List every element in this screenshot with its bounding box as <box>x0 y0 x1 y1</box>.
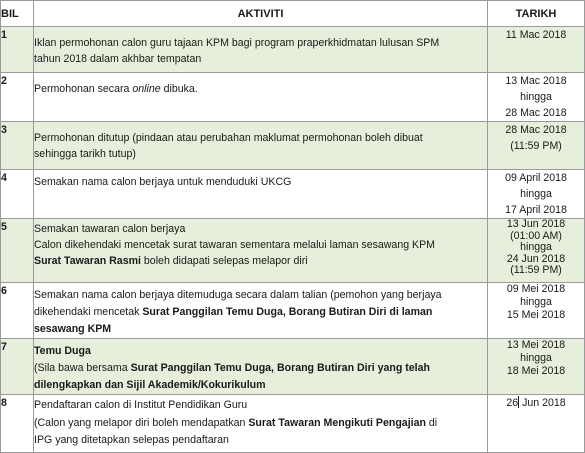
activity-text: Iklan permohonan calon guru tajaan KPM bagi program praperkhidmatan lulusan SPM <box>34 37 440 49</box>
activity-text-bold: Surat Panggilan Temu Duga, Borang Butiran Diri di laman <box>142 306 433 318</box>
date-cell <box>488 395 585 453</box>
date-cell <box>488 170 585 219</box>
activity-text: Calon dikehendaki mencetak surat tawaran sementara melalui laman sesawang KPM <box>34 239 436 251</box>
row-number: 1 <box>1 27 34 73</box>
row-number: 7 <box>1 339 34 395</box>
date-text: 13 Mei 2018 <box>506 339 566 351</box>
date-cell <box>488 219 585 283</box>
date-day: 26 <box>506 397 519 409</box>
row-number: 2 <box>1 73 34 122</box>
date-text: hingga <box>520 352 552 364</box>
table-row <box>1 283 585 339</box>
activity-cell <box>34 27 488 73</box>
date-text: hingga <box>520 91 552 103</box>
date-text: 09 April 2018 <box>505 172 567 184</box>
activity-text-bold: Surat Tawaran Rasmi <box>34 255 141 267</box>
date-text: 11 Mac 2018 <box>505 29 567 41</box>
row-number: 8 <box>1 395 34 453</box>
table-row <box>1 219 585 283</box>
date-text: hingga <box>520 188 552 200</box>
date-text: (11:59 PM) <box>510 140 562 152</box>
activity-text: Permohonan ditutup (pindaan atau perubahan maklumat permohonan boleh dibuat <box>34 132 423 144</box>
table-row <box>1 27 585 73</box>
activity-text-part: (Sila bawa bersama <box>34 362 131 374</box>
activity-text: Semakan nama calon berjaya ditemuduga secara dalam talian (pemohon yang berjaya <box>34 289 442 301</box>
table-row <box>1 395 585 453</box>
date-cell <box>488 27 585 73</box>
date-text: 13 Mac 2018 <box>505 75 567 87</box>
activity-text <box>34 253 487 269</box>
date-text: 17 April 2018 <box>505 204 567 216</box>
activity-text: sehingga tarikh tutup) <box>34 148 136 160</box>
table-row <box>1 170 585 219</box>
activity-text-part: dikehendaki mencetak <box>34 306 143 318</box>
activity-text: Semakan tawaran calon berjaya <box>34 223 186 235</box>
activity-cell <box>34 73 488 122</box>
header-tarikh: TARIKH <box>488 1 585 27</box>
table-row <box>1 73 585 122</box>
activity-text-part: boleh didapati selepas melapor diri <box>140 255 308 267</box>
row-number: 3 <box>1 122 34 170</box>
date-cell <box>488 339 585 395</box>
activity-cell <box>34 219 488 283</box>
header-aktiviti: AKTIVITI <box>34 1 488 27</box>
date-cell <box>488 73 585 122</box>
date-cell <box>488 283 585 339</box>
activity-text <box>34 360 487 377</box>
activity-text: Pendaftaran calon di Institut Pendidikan Guru <box>34 399 248 411</box>
header-bil: BIL <box>1 1 34 27</box>
activity-cell <box>34 283 488 339</box>
activity-cell <box>34 122 488 170</box>
date-text: 09 Mei 2018 <box>506 283 566 295</box>
header-row <box>1 1 585 27</box>
activity-text-part: dibuka. <box>160 83 198 95</box>
table-row <box>1 122 585 170</box>
row-number: 4 <box>1 170 34 219</box>
date-text <box>488 395 584 411</box>
date-text: 28 Mac 2018 <box>505 124 567 136</box>
date-text: 28 Mac 2018 <box>505 107 567 119</box>
activity-text: Semakan nama calon berjaya untuk menduduki UKCG <box>34 176 292 188</box>
activity-text-part: Permohonan secara <box>34 83 133 95</box>
date-text: 15 Mei 2018 <box>506 309 566 321</box>
activity-text-bold: Surat Panggilan Temu Duga, Borang Butiran Diri yang telah <box>130 362 430 374</box>
activity-text: tahun 2018 dalam akhbar tempatan <box>34 53 202 65</box>
date-text: hingga <box>520 296 552 308</box>
activity-text <box>34 81 487 97</box>
activity-text-bold: sesawang KPM <box>34 323 112 335</box>
activity-text-bold: Surat Tawaran Mengikuti Pengajian <box>248 416 426 429</box>
date-text: 18 Mei 2018 <box>506 365 566 377</box>
row-number: 6 <box>1 283 34 339</box>
activity-cell <box>34 395 488 453</box>
activity-cell <box>34 170 488 219</box>
date-text: 24 Jun 2018 <box>506 252 566 265</box>
activity-text <box>34 304 487 321</box>
row-number: 5 <box>1 219 34 283</box>
date-text: (01:00 AM) <box>510 229 562 242</box>
activity-text-part: (Calon yang melapor diri boleh mendapatkan <box>34 416 249 429</box>
date-text: 13 Jun 2018 <box>506 218 566 230</box>
date-rest: Jun 2018 <box>519 397 566 409</box>
activity-text-bold: Temu Duga <box>34 345 91 357</box>
activity-text-bold: dilengkapkan dan Sijil Akademik/Kokurikulum <box>34 379 266 391</box>
date-text: hingga <box>520 241 552 253</box>
date-text: (11:59 PM) <box>510 264 562 276</box>
activity-text-italic: online <box>132 83 161 95</box>
activity-cell <box>34 339 488 395</box>
date-cell <box>488 122 585 170</box>
table-row <box>1 339 585 395</box>
activity-text: IPG yang ditetapkan selepas pendaftaran <box>34 434 229 446</box>
activity-text-part: di <box>425 416 438 429</box>
activity-text <box>34 415 487 433</box>
